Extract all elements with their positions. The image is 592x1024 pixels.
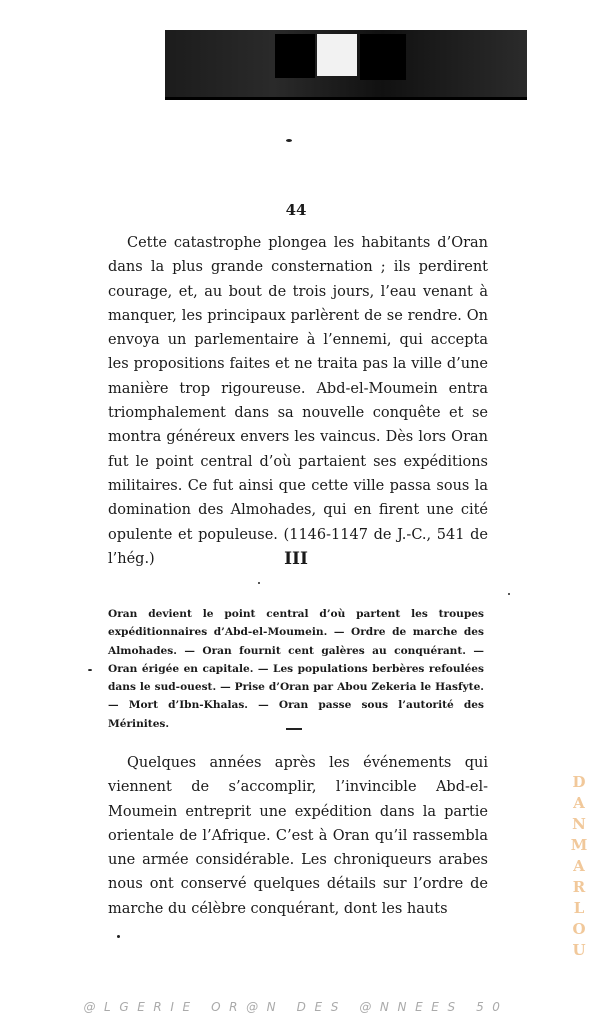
side-watermark-letter: R [572, 878, 586, 896]
body-paragraph: Cette catastrophe plongea les habitants d’Oran dans la plus grande consternation ; ils perdirent courage, et, au bout de trois jours, l’eau venant à manquer, les principaux parlèrent de se rendre. On envoya un parlementaire à l’ennemi, qui accepta les propositions faites et ne traita pas la ville d’une manière trop rigoureuse. Abd-el-Moumein entra triomphalement dans sa nouvelle conquête et se montra généreux envers les vaincus. Dès lors Oran fut le point central d’où partaient ses expéditions militaires. Ce fut ainsi que cette ville passa sous la domination des Almohades, qui en firent une cité opulente et populeuse. (1146-1147 de J.-C., 541 de l’hég.) [108, 235, 488, 567]
scanned-header-strip [165, 30, 527, 100]
side-watermark-letter: A [573, 857, 585, 875]
scan-artifact-block [360, 34, 406, 80]
section-heading: III [284, 549, 308, 569]
side-watermark-letter: O [572, 920, 586, 938]
page-number: 44 [285, 201, 307, 219]
side-watermark-letter: U [572, 941, 586, 959]
body-paragraph: Quelques années après les événements qui viennent de s’accomplir, l’invincible Abd-el-Moumein entreprit une expédition dans la partie orientale de l’Afrique. C’est à Oran qu’il rassembla une armée considérable. Les chroniqueurs arabes nous ont conservé quelques détails sur l’ordre de marche du célèbre conquérant, dont les hauts [108, 755, 488, 917]
side-watermark-letter: A [573, 794, 585, 812]
scan-speck [117, 935, 120, 938]
section-divider [286, 728, 302, 730]
side-watermark [570, 772, 588, 961]
side-watermark-letter: L [573, 899, 585, 917]
scan-speck [508, 593, 510, 595]
side-watermark-letter: D [572, 773, 586, 791]
scan-speck [258, 582, 260, 584]
scan-artifact-block [275, 34, 315, 78]
scan-speck [286, 139, 292, 142]
section-summary: Oran devient le point central d’où partent les troupes expéditionnaires d’Abd-el-Moumein. — Ordre de marche des Almohades. — Oran fournit cent galères au conquérant. — Oran érigée en capitale. — Les populations berbères refoulées dans le sud-ouest. — Prise d’Oran par Abou Zekeria le Hasfyte. — Mort d’Ibn-Khalas. — Oran passe sous l’autorité des Mérinites. [108, 608, 484, 730]
scan-artifact-block [317, 34, 357, 76]
side-watermark-letter: M [570, 836, 588, 854]
scan-speck [88, 669, 92, 671]
bottom-watermark: @LGERIE OR@N DES @NNEES 50 [83, 1000, 509, 1014]
side-watermark-letter: N [572, 815, 586, 833]
